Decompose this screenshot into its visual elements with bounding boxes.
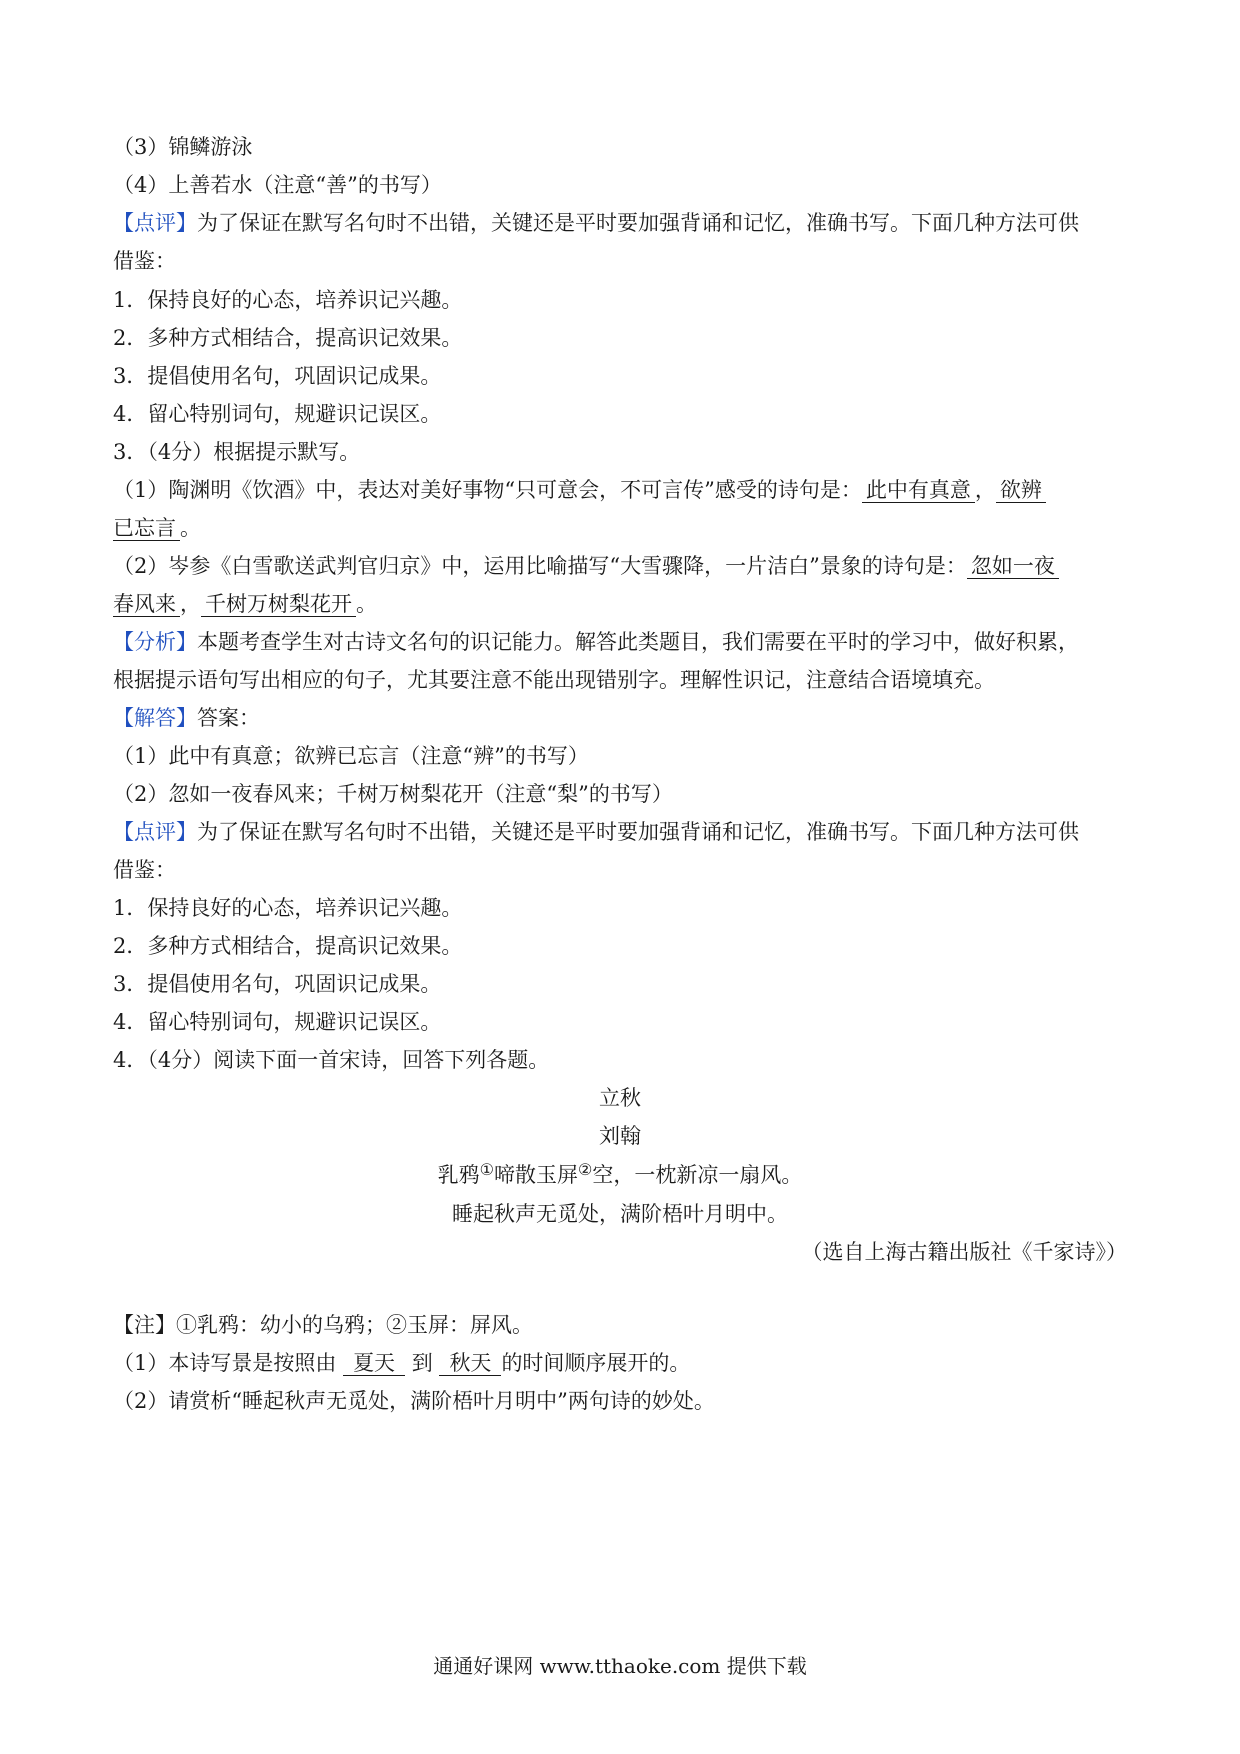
question-4-heading: 4．（4分）阅读下面一首宋诗，回答下列各题。	[113, 1048, 550, 1072]
q4-sub1-text: 的时间顺序展开的。	[501, 1351, 691, 1375]
q3-part2-answer1a: 忽如一夜	[967, 554, 1059, 579]
q3-part1-answer1: 此中有真意	[862, 478, 975, 503]
q4-sub2: （2）请赏析“睡起秋声无觅处，满阶梧叶月明中”两句诗的妙处。	[113, 1389, 715, 1413]
analysis-paragraph	[113, 628, 1133, 656]
comment-tag: 【点评】	[113, 211, 197, 235]
question-3-heading: 3．（4分）根据提示默写。	[113, 440, 361, 464]
comment-text-cont: 借鉴：	[113, 249, 176, 273]
q4-sub1-answer1: 夏天	[343, 1351, 405, 1376]
comment-paragraph-2	[113, 818, 1133, 846]
answer-item-3: （3）锦鳞游泳	[113, 135, 253, 159]
comment-text: 为了保证在默写名句时不出错，关键还是平时要加强背诵和记忆，准确书写。下面几种方法可供	[197, 820, 1079, 844]
q3-part1-end: 。	[180, 516, 201, 540]
poem-source: （选自上海古籍出版社《千家诗》）	[801, 1240, 1127, 1264]
tip-item: 2．多种方式相结合，提高识记效果。	[113, 934, 463, 958]
verse-text: 啼散玉屏	[494, 1163, 578, 1187]
q3-part2-text: （2）岑参《白雪歌送武判官归京》中，运用比喻描写“大雪骤降，一片洁白”景象的诗句是：	[113, 554, 967, 578]
q3-part1-cont	[113, 514, 1133, 542]
q3-part2-answer1b: 春风来	[113, 592, 180, 617]
answer-item-2: （2）忽如一夜春风来；千树万树梨花开（注意“梨”的书写）	[113, 782, 673, 806]
poem-author: 刘翰	[599, 1124, 641, 1148]
poem-verse-2: 睡起秋声无觅处，满阶梧叶月明中。	[452, 1202, 788, 1226]
q3-part2-answer2: 千树万树梨花开	[201, 592, 356, 617]
poem-note: 【注】①乳鸦：幼小的乌鸦；②玉屏：屏风。	[113, 1313, 533, 1337]
q3-part2-cont	[113, 590, 1133, 618]
answer-label: 答案：	[197, 706, 260, 730]
comment-text-cont: 借鉴：	[113, 858, 176, 882]
poem-title: 立秋	[599, 1086, 641, 1110]
q3-part2-comma: ，	[180, 592, 201, 616]
comment-paragraph-1	[113, 209, 1133, 237]
q3-part1-answer2a: 欲辨	[996, 478, 1046, 503]
comment-tag: 【点评】	[113, 820, 197, 844]
analysis-text: 本题考查学生对古诗文名句的识记能力。解答此类题目，我们需要在平时的学习中，做好积累，	[197, 630, 1079, 654]
q4-sub1-text: （1）本诗写景是按照由	[113, 1351, 337, 1375]
tip-item: 3．提倡使用名句，巩固识记成果。	[113, 364, 442, 388]
footnote-marker-1: ①	[479, 1160, 494, 1179]
comment-text: 为了保证在默写名句时不出错，关键还是平时要加强背诵和记忆，准确书写。下面几种方法可供	[197, 211, 1079, 235]
tip-item: 3．提倡使用名句，巩固识记成果。	[113, 972, 442, 996]
answer-item-4: （4）上善若水（注意“善”的书写）	[113, 173, 442, 197]
answer-paragraph	[113, 704, 1133, 732]
tip-item: 4．留心特别词句，规避识记误区。	[113, 402, 442, 426]
q3-part1-answer2b: 已忘言	[113, 516, 180, 541]
verse-text: 空，一枕新凉一扇风。	[592, 1163, 803, 1187]
tip-item: 4．留心特别词句，规避识记误区。	[113, 1010, 442, 1034]
q3-part1	[113, 476, 1133, 504]
q4-sub1-answer2: 秋天	[439, 1351, 501, 1376]
tip-item: 1．保持良好的心态，培养识记兴趣。	[113, 896, 463, 920]
footnote-marker-2: ②	[578, 1160, 593, 1179]
q3-part2	[113, 552, 1133, 580]
poem-verse-1	[0, 1161, 1240, 1189]
page-footer: 通通好课网 www.tthaoke.com 提供下载	[433, 1654, 807, 1678]
tip-item: 1．保持良好的心态，培养识记兴趣。	[113, 288, 463, 312]
answer-item-1: （1）此中有真意；欲辨已忘言（注意“辨”的书写）	[113, 744, 589, 768]
tip-item: 2．多种方式相结合，提高识记效果。	[113, 326, 463, 350]
analysis-tag: 【分析】	[113, 630, 197, 654]
verse-text: 乳鸦	[437, 1163, 480, 1187]
q3-part1-comma: ，	[974, 478, 996, 502]
q4-sub1	[113, 1349, 1133, 1377]
q4-sub1-text: 到	[411, 1351, 433, 1375]
q3-part2-end: 。	[356, 592, 377, 616]
q3-part1-text: （1）陶渊明《饮酒》中，表达对美好事物“只可意会，不可言传”感受的诗句是：	[113, 478, 862, 502]
analysis-text-cont: 根据提示语句写出相应的句子，尤其要注意不能出现错别字。理解性识记，注意结合语境填充。	[113, 668, 995, 692]
answer-tag: 【解答】	[113, 706, 197, 730]
